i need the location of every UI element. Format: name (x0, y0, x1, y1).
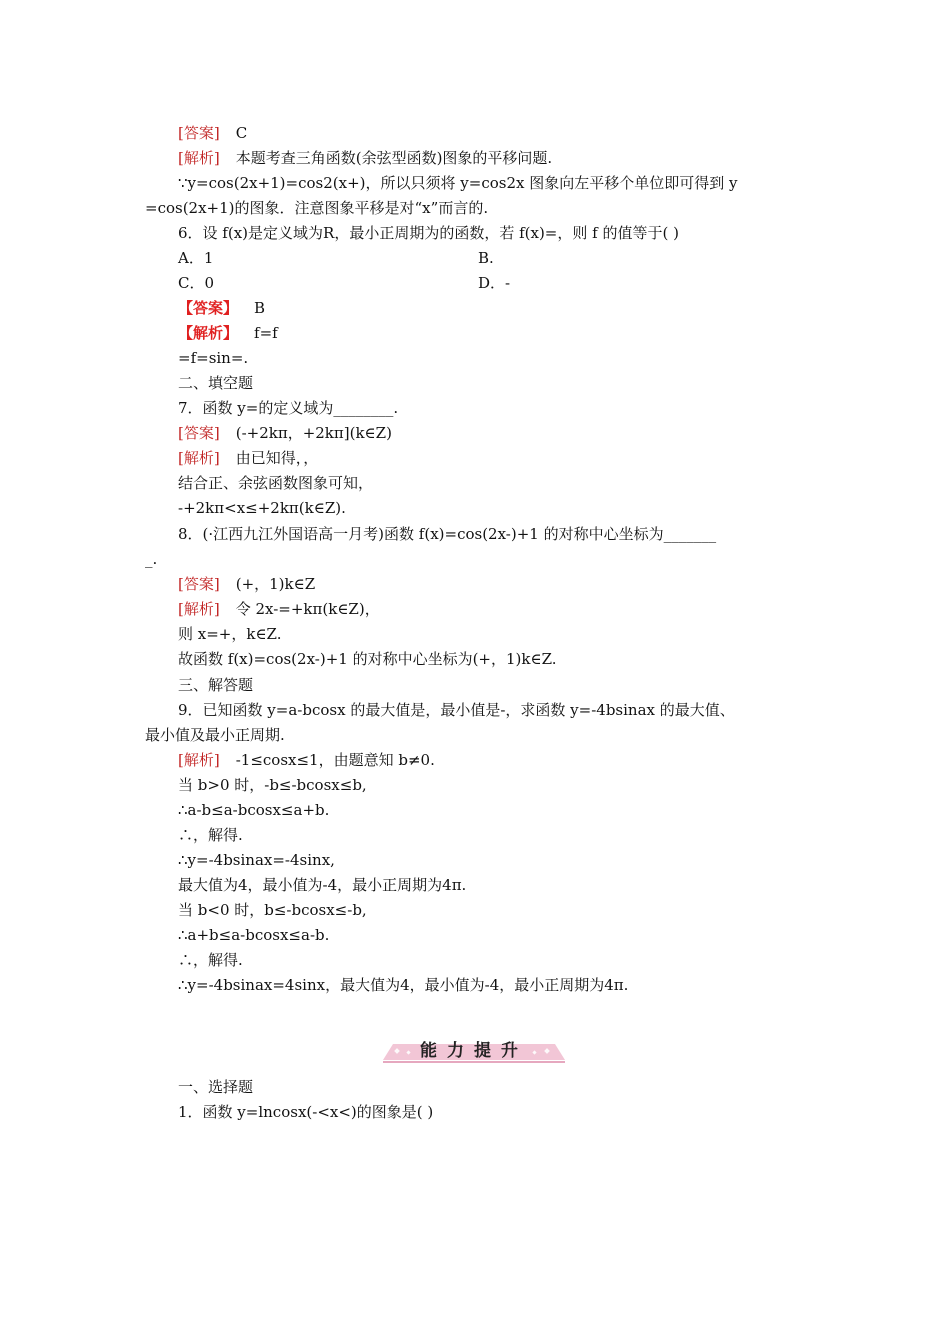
question-8: 8．(·江西九江外国语高一月考)函数 f(x)=cos(2x-)+1 的对称中心坐标为_______ (178, 525, 717, 543)
answer-tag: 【答案】 (178, 299, 239, 317)
analysis-body: ∴y=-4bsinax=4sinx，最大值为4，最小值为-4，最小正周期为4π. (178, 976, 629, 994)
answer-line (178, 298, 265, 318)
analysis-body: 故函数 f(x)=cos(2x-)+1 的对称中心坐标为(+，1)k∈Z. (178, 650, 557, 668)
analysis-body: =f=sin=. (178, 349, 249, 367)
section-banner (383, 1038, 565, 1066)
option-b: B. (478, 249, 494, 267)
question-1: 1．函数 y=lncosx(-<x<)的图象是( ) (178, 1103, 434, 1121)
analysis-body: 则 x=+，k∈Z. (178, 625, 282, 643)
analysis-body: ∴a-b≤a-bcosx≤a+b. (178, 801, 330, 819)
analysis-text: -1≤cosx≤1，由题意知 b≠0. (235, 751, 435, 769)
analysis-body: ∴，解得. (178, 826, 243, 844)
answer-tag: [答案] (178, 424, 220, 442)
answer-line (178, 123, 247, 143)
question-9: 9．已知函数 y=a-bcosx 的最大值是，最小值是-，求函数 y=-4bsinax 的最大值、 (178, 701, 735, 719)
analysis-line (178, 148, 552, 168)
analysis-tag: [解析] (178, 149, 220, 167)
analysis-tag: [解析] (178, 600, 220, 618)
analysis-line (178, 323, 278, 343)
answer-text: (-+2kπ，+2kπ](k∈Z) (235, 424, 392, 442)
answer-line (178, 423, 392, 443)
answer-text: C (235, 124, 248, 142)
analysis-body-cont: =cos(2x+1)的图象．注意图象平移是对“x”而言的. (145, 199, 489, 217)
answer-tag: [答案] (178, 575, 220, 593)
answer-tag: [答案] (178, 124, 220, 142)
analysis-body: 最大值为4，最小值为-4，最小正周期为4π. (178, 876, 467, 894)
section-heading: 三、解答题 (178, 676, 254, 694)
analysis-body: 结合正、余弦函数图象可知， (178, 474, 374, 492)
analysis-body: 当 b>0 时，-b≤-bcosx≤b, (178, 776, 367, 794)
analysis-line (178, 750, 435, 770)
answer-line (178, 574, 315, 594)
question-9-cont: 最小值及最小正周期. (145, 726, 285, 744)
analysis-body: ∵y=cos(2x+1)=cos2(x+)，所以只须将 y=cos2x 图象向左平移个单位即可得到 y (178, 174, 738, 192)
answer-text: B (254, 299, 266, 317)
analysis-body: ∴y=-4bsinax=-4sinx, (178, 851, 335, 869)
analysis-body: 当 b<0 时，b≤-bcosx≤-b, (178, 901, 367, 919)
analysis-text: 由已知得，， (235, 449, 319, 467)
analysis-text: 本题考查三角函数(余弦型函数)图象的平移问题. (235, 149, 553, 167)
analysis-tag: [解析] (178, 449, 220, 467)
option-a: A．1 (178, 249, 214, 267)
option-d: D．- (478, 274, 511, 292)
section-heading: 一、选择题 (178, 1078, 254, 1096)
analysis-text: f=f (254, 324, 278, 342)
answer-text: (+，1)k∈Z (235, 575, 316, 593)
banner-title: 能力提升 (420, 1041, 528, 1061)
analysis-body: ∴a+b≤a-bcosx≤a-b. (178, 926, 330, 944)
question-6: 6．设 f(x)是定义域为R，最小正周期为的函数，若 f(x)=，则 f 的值等于( ) (178, 224, 679, 242)
analysis-line (178, 448, 318, 468)
section-heading: 二、填空题 (178, 374, 254, 392)
question-7: 7．函数 y=的定义域为________. (178, 399, 399, 417)
analysis-body: ∴，解得. (178, 951, 243, 969)
analysis-tag: 【解析】 (178, 324, 239, 342)
analysis-text: 令 2x-=+kπ(k∈Z)， (235, 600, 380, 618)
option-c: C．0 (178, 274, 215, 292)
analysis-line (178, 599, 380, 619)
analysis-body: -+2kπ<x≤+2kπ(k∈Z). (178, 499, 346, 517)
analysis-tag: [解析] (178, 751, 220, 769)
question-8-cont: _. (145, 550, 158, 568)
